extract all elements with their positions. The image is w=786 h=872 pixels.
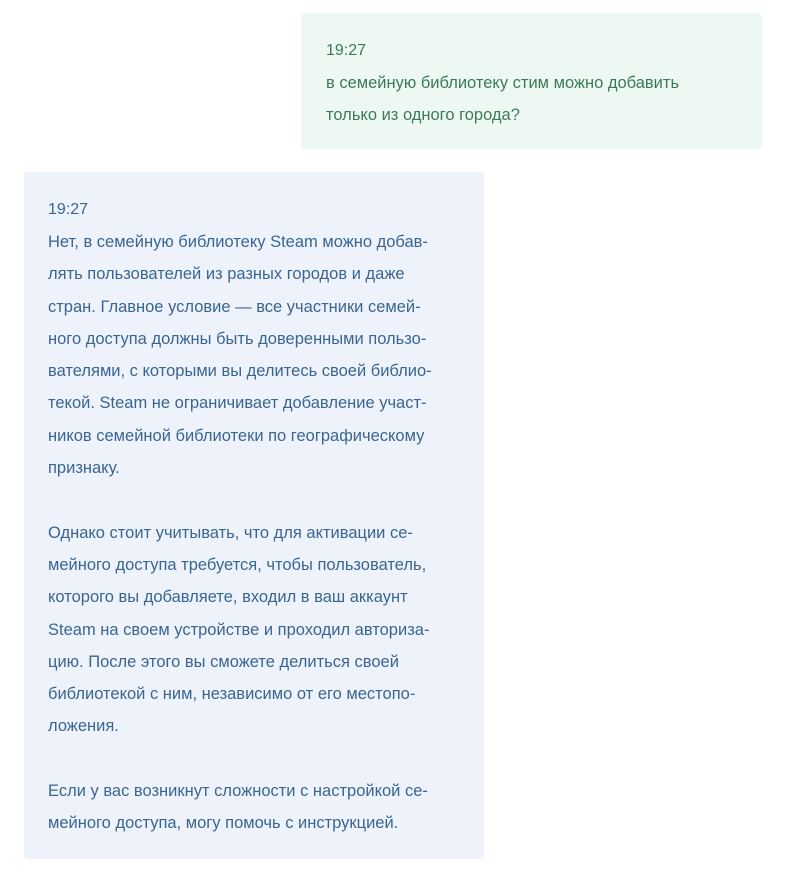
message-line: цию. После этого вы сможете делиться своей <box>48 652 399 671</box>
message-line: стран. Главное условие — все участники семей- <box>48 297 421 316</box>
message-line: в семейную библиотеку стим можно добавить <box>326 74 680 92</box>
paragraph-gap <box>48 484 460 516</box>
message-line: ного доступа должны быть доверенными пользо- <box>48 329 427 348</box>
paragraph-gap <box>48 743 460 775</box>
message-line: текой. Steam не ограничивает добавление участ- <box>48 394 427 413</box>
message-timestamp: 19:27 <box>48 201 89 218</box>
user-message-bubble <box>301 13 762 149</box>
message-text <box>48 226 460 840</box>
message-line: ложения. <box>48 717 119 736</box>
message-line: библиотекой с ним, независимо от его местопо- <box>48 685 416 704</box>
message-text <box>326 67 738 132</box>
message-line: Если у вас возникнут сложности с настройкой се- <box>48 782 428 801</box>
message-line: ников семейной библиотеки по географическому <box>48 426 425 445</box>
assistant-message-bubble <box>24 172 484 859</box>
message-line: признаку. <box>48 459 120 478</box>
message-timestamp: 19:27 <box>326 42 367 59</box>
message-line: Steam на своем устройстве и проходил авториза- <box>48 620 430 639</box>
message-line: Однако стоит учитывать, что для активации се- <box>48 523 413 542</box>
message-line: мейного доступа, могу помочь с инструкцией. <box>48 814 399 833</box>
message-paragraph <box>48 226 460 484</box>
message-paragraph <box>48 775 460 840</box>
message-line: которого вы добавляете, входил в ваш аккаунт <box>48 588 408 607</box>
message-paragraph <box>48 517 460 743</box>
message-line: мейного доступа требуется, чтобы пользователь, <box>48 555 427 574</box>
message-line: только из одного города? <box>326 106 520 125</box>
message-line: лять пользователей из разных городов и даже <box>48 265 405 284</box>
message-line: вателями, с которыми вы делитесь своей библио- <box>48 362 432 381</box>
message-line: Нет, в семейную библиотеку Steam можно добав- <box>48 233 428 251</box>
